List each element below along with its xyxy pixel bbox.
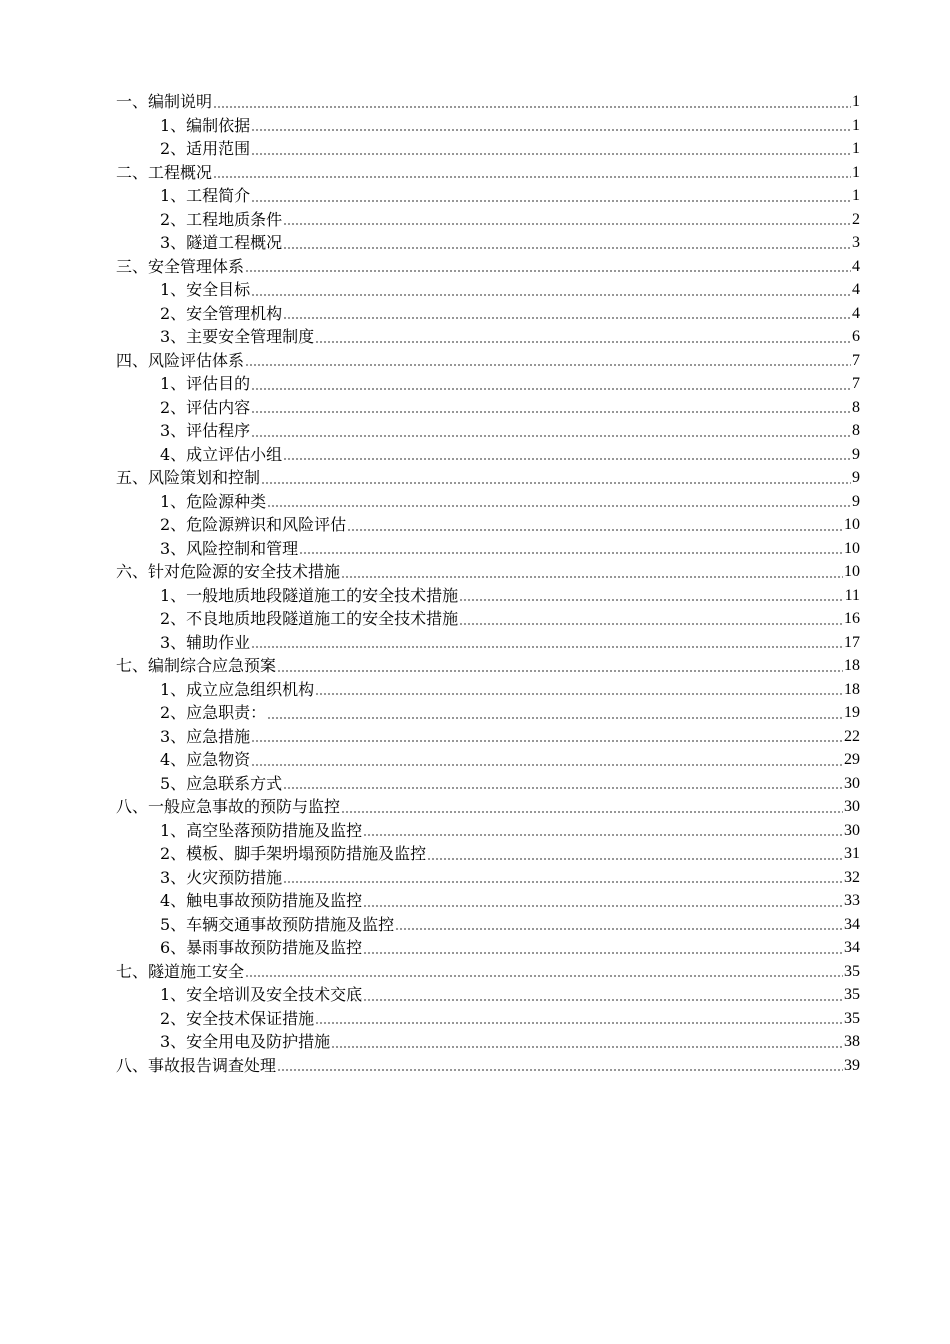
toc-entry-title: 2、评估内容 <box>160 397 251 417</box>
toc-page-number: 18 <box>844 657 860 674</box>
toc-page-number: 31 <box>844 845 860 862</box>
toc-dot-leader <box>251 435 851 437</box>
toc-dot-leader <box>277 1069 843 1071</box>
toc-subsection-entry[interactable] <box>116 913 860 937</box>
toc-page-number: 35 <box>844 1009 860 1027</box>
toc-entry-title: 六、针对危险源的安全技术措施 <box>116 562 341 581</box>
toc-section-entry[interactable] <box>116 654 860 678</box>
toc-page-number: 16 <box>844 610 860 627</box>
toc-entry-title: 七、隧道施工安全 <box>116 961 245 981</box>
toc-entry-title: 5、应急联系方式 <box>160 773 283 793</box>
toc-dot-leader <box>213 106 851 108</box>
toc-entry-title: 2、工程地质条件 <box>160 209 283 229</box>
toc-subsection-entry[interactable] <box>116 396 860 420</box>
toc-dot-leader <box>267 505 851 507</box>
toc-entry-title: 3、风险控制和管理 <box>160 538 299 558</box>
toc-entry-title: 1、成立应急组织机构 <box>160 679 315 699</box>
toc-subsection-entry[interactable] <box>116 231 860 255</box>
toc-section-entry[interactable] <box>116 795 860 819</box>
toc-entry-title: 4、触电事故预防措施及监控 <box>160 891 363 910</box>
toc-subsection-entry[interactable] <box>116 513 860 537</box>
toc-subsection-entry[interactable] <box>116 325 860 349</box>
toc-page-number: 7 <box>852 375 860 392</box>
toc-dot-leader <box>251 740 843 742</box>
toc-page-number: 10 <box>844 516 860 533</box>
toc-subsection-entry[interactable] <box>116 889 860 913</box>
toc-subsection-entry[interactable] <box>116 184 860 208</box>
toc-dot-leader <box>213 176 851 178</box>
table-of-contents <box>116 90 860 1077</box>
toc-page-number: 22 <box>844 727 860 745</box>
toc-dot-leader <box>251 129 851 131</box>
toc-page-number: 1 <box>852 140 860 157</box>
toc-page-number: 1 <box>852 163 860 181</box>
toc-dot-leader <box>341 576 843 578</box>
toc-dot-leader <box>251 764 843 766</box>
toc-subsection-entry[interactable] <box>116 419 860 443</box>
toc-section-entry[interactable] <box>116 255 860 279</box>
toc-page-number: 6 <box>852 328 860 345</box>
toc-page-number: 3 <box>852 234 860 251</box>
toc-dot-leader <box>283 787 843 789</box>
toc-page-number: 4 <box>852 281 860 298</box>
toc-page-number: 19 <box>844 704 860 721</box>
toc-page-number: 1 <box>852 116 860 134</box>
toc-dot-leader <box>283 247 851 249</box>
toc-page-number: 34 <box>844 915 860 933</box>
toc-section-entry[interactable] <box>116 349 860 373</box>
toc-dot-leader <box>261 482 851 484</box>
toc-section-entry[interactable] <box>116 466 860 490</box>
toc-section-entry[interactable] <box>116 1054 860 1078</box>
toc-section-entry[interactable] <box>116 560 860 584</box>
toc-entry-title: 3、火灾预防措施 <box>160 867 283 887</box>
toc-subsection-entry[interactable] <box>116 748 860 772</box>
toc-entry-title: 2、危险源辨识和风险评估 <box>160 515 347 534</box>
toc-page-number: 1 <box>852 187 860 204</box>
toc-subsection-entry[interactable] <box>116 631 860 655</box>
toc-dot-leader <box>251 388 851 390</box>
toc-subsection-entry[interactable] <box>116 936 860 960</box>
toc-entry-title: 3、隧道工程概况 <box>160 233 283 252</box>
toc-subsection-entry[interactable] <box>116 678 860 702</box>
toc-page-number: 30 <box>844 798 860 815</box>
toc-subsection-entry[interactable] <box>116 772 860 796</box>
toc-entry-title: 2、适用范围 <box>160 139 251 158</box>
toc-dot-leader <box>315 1022 843 1024</box>
toc-page-number: 39 <box>844 1056 860 1074</box>
toc-entry-title: 1、工程简介 <box>160 186 251 205</box>
toc-entry-title: 一、编制说明 <box>116 92 213 111</box>
toc-dot-leader <box>251 411 851 413</box>
toc-page-number: 35 <box>844 962 860 980</box>
toc-subsection-entry[interactable] <box>116 490 860 514</box>
toc-dot-leader <box>363 905 843 907</box>
toc-page-number: 10 <box>844 539 860 557</box>
toc-entry-title: 1、评估目的 <box>160 374 251 393</box>
toc-entry-title: 1、高空坠落预防措施及监控 <box>160 820 363 840</box>
toc-entry-title: 4、应急物资 <box>160 750 251 769</box>
toc-dot-leader <box>363 952 843 954</box>
toc-dot-leader <box>251 153 851 155</box>
toc-entry-title: 3、安全用电及防护措施 <box>160 1032 331 1051</box>
toc-dot-leader <box>427 858 843 860</box>
toc-subsection-entry[interactable] <box>116 584 860 608</box>
toc-page-number: 4 <box>852 257 860 275</box>
toc-dot-leader <box>251 646 843 648</box>
toc-entry-title: 四、风险评估体系 <box>116 350 245 370</box>
toc-entry-title: 八、一般应急事故的预防与监控 <box>116 797 341 816</box>
toc-subsection-entry[interactable] <box>116 1007 860 1031</box>
toc-entry-title: 5、车辆交通事故预防措施及监控 <box>160 914 395 934</box>
toc-page-number: 30 <box>844 821 860 839</box>
toc-page-number: 38 <box>844 1033 860 1050</box>
toc-page-number: 34 <box>844 939 860 956</box>
toc-subsection-entry[interactable] <box>116 842 860 866</box>
toc-page-number: 4 <box>852 304 860 322</box>
toc-dot-leader <box>267 717 843 719</box>
toc-entry-title: 2、安全管理机构 <box>160 303 283 323</box>
toc-entry-title: 2、安全技术保证措施 <box>160 1008 315 1028</box>
toc-subsection-entry[interactable] <box>116 607 860 631</box>
toc-dot-leader <box>251 200 851 202</box>
toc-subsection-entry[interactable] <box>116 443 860 467</box>
toc-entry-title: 4、成立评估小组 <box>160 444 283 464</box>
toc-section-entry[interactable] <box>116 960 860 984</box>
toc-dot-leader <box>299 552 843 554</box>
toc-entry-title: 2、不良地质地段隧道施工的安全技术措施 <box>160 609 459 628</box>
toc-entry-title: 1、危险源种类 <box>160 491 267 511</box>
toc-section-entry[interactable] <box>116 161 860 185</box>
toc-subsection-entry[interactable] <box>116 278 860 302</box>
toc-subsection-entry[interactable] <box>116 983 860 1007</box>
toc-page-number: 2 <box>852 210 860 228</box>
toc-page-number: 1 <box>852 93 860 110</box>
toc-subsection-entry[interactable] <box>116 302 860 326</box>
toc-subsection-entry[interactable] <box>116 819 860 843</box>
toc-page-number: 18 <box>844 680 860 698</box>
toc-dot-leader <box>315 693 843 695</box>
toc-page-number: 11 <box>844 586 860 604</box>
toc-page-number: 9 <box>852 492 860 510</box>
toc-entry-title: 1、一般地质地段隧道施工的安全技术措施 <box>160 585 459 605</box>
toc-page-number: 33 <box>844 892 860 909</box>
toc-dot-leader <box>283 223 851 225</box>
toc-dot-leader <box>245 975 843 977</box>
toc-entry-title: 2、应急职责： <box>160 703 267 722</box>
toc-dot-leader <box>245 270 851 272</box>
toc-subsection-entry[interactable] <box>116 372 860 396</box>
toc-dot-leader <box>459 623 843 625</box>
toc-entry-title: 1、安全培训及安全技术交底 <box>160 985 363 1004</box>
toc-page-number: 30 <box>844 774 860 792</box>
toc-entry-title: 3、评估程序 <box>160 421 251 440</box>
toc-subsection-entry[interactable] <box>116 866 860 890</box>
toc-subsection-entry[interactable] <box>116 537 860 561</box>
toc-entry-title: 3、应急措施 <box>160 726 251 746</box>
toc-dot-leader <box>331 1046 843 1048</box>
toc-subsection-entry[interactable] <box>116 114 860 138</box>
toc-dot-leader <box>363 999 843 1001</box>
toc-entry-title: 五、风险策划和控制 <box>116 468 261 487</box>
toc-dot-leader <box>283 881 843 883</box>
toc-entry-title: 3、辅助作业 <box>160 632 251 652</box>
toc-section-entry[interactable] <box>116 90 860 114</box>
toc-entry-title: 二、工程概况 <box>116 162 213 182</box>
toc-dot-leader <box>315 341 851 343</box>
toc-dot-leader <box>277 670 843 672</box>
toc-entry-title: 3、主要安全管理制度 <box>160 327 315 346</box>
toc-page-number: 10 <box>844 563 860 580</box>
toc-page-number: 8 <box>852 422 860 439</box>
toc-entry-title: 1、编制依据 <box>160 115 251 135</box>
toc-entry-title: 6、暴雨事故预防措施及监控 <box>160 938 363 957</box>
toc-page-number: 9 <box>852 445 860 463</box>
toc-entry-title: 2、模板、脚手架坍塌预防措施及监控 <box>160 844 427 863</box>
toc-dot-leader <box>245 364 851 366</box>
toc-page-number: 8 <box>852 398 860 416</box>
toc-entry-title: 七、编制综合应急预案 <box>116 656 277 675</box>
toc-dot-leader <box>283 458 851 460</box>
toc-dot-leader <box>363 834 843 836</box>
toc-page-number: 9 <box>852 469 860 486</box>
toc-page-number: 7 <box>852 351 860 369</box>
toc-dot-leader <box>341 811 843 813</box>
toc-subsection-entry[interactable] <box>116 208 860 232</box>
toc-subsection-entry[interactable] <box>116 137 860 161</box>
toc-dot-leader <box>347 529 843 531</box>
toc-entry-title: 八、事故报告调查处理 <box>116 1055 277 1075</box>
toc-dot-leader <box>283 317 851 319</box>
toc-dot-leader <box>459 599 843 601</box>
toc-page-number: 17 <box>844 633 860 651</box>
toc-subsection-entry[interactable] <box>116 725 860 749</box>
toc-entry-title: 三、安全管理体系 <box>116 256 245 276</box>
toc-entry-title: 1、安全目标 <box>160 280 251 299</box>
toc-subsection-entry[interactable] <box>116 1030 860 1054</box>
toc-page-number: 32 <box>844 868 860 886</box>
toc-subsection-entry[interactable] <box>116 701 860 725</box>
toc-dot-leader <box>395 928 843 930</box>
toc-dot-leader <box>251 294 851 296</box>
toc-page-number: 35 <box>844 986 860 1003</box>
toc-page-number: 29 <box>844 751 860 768</box>
